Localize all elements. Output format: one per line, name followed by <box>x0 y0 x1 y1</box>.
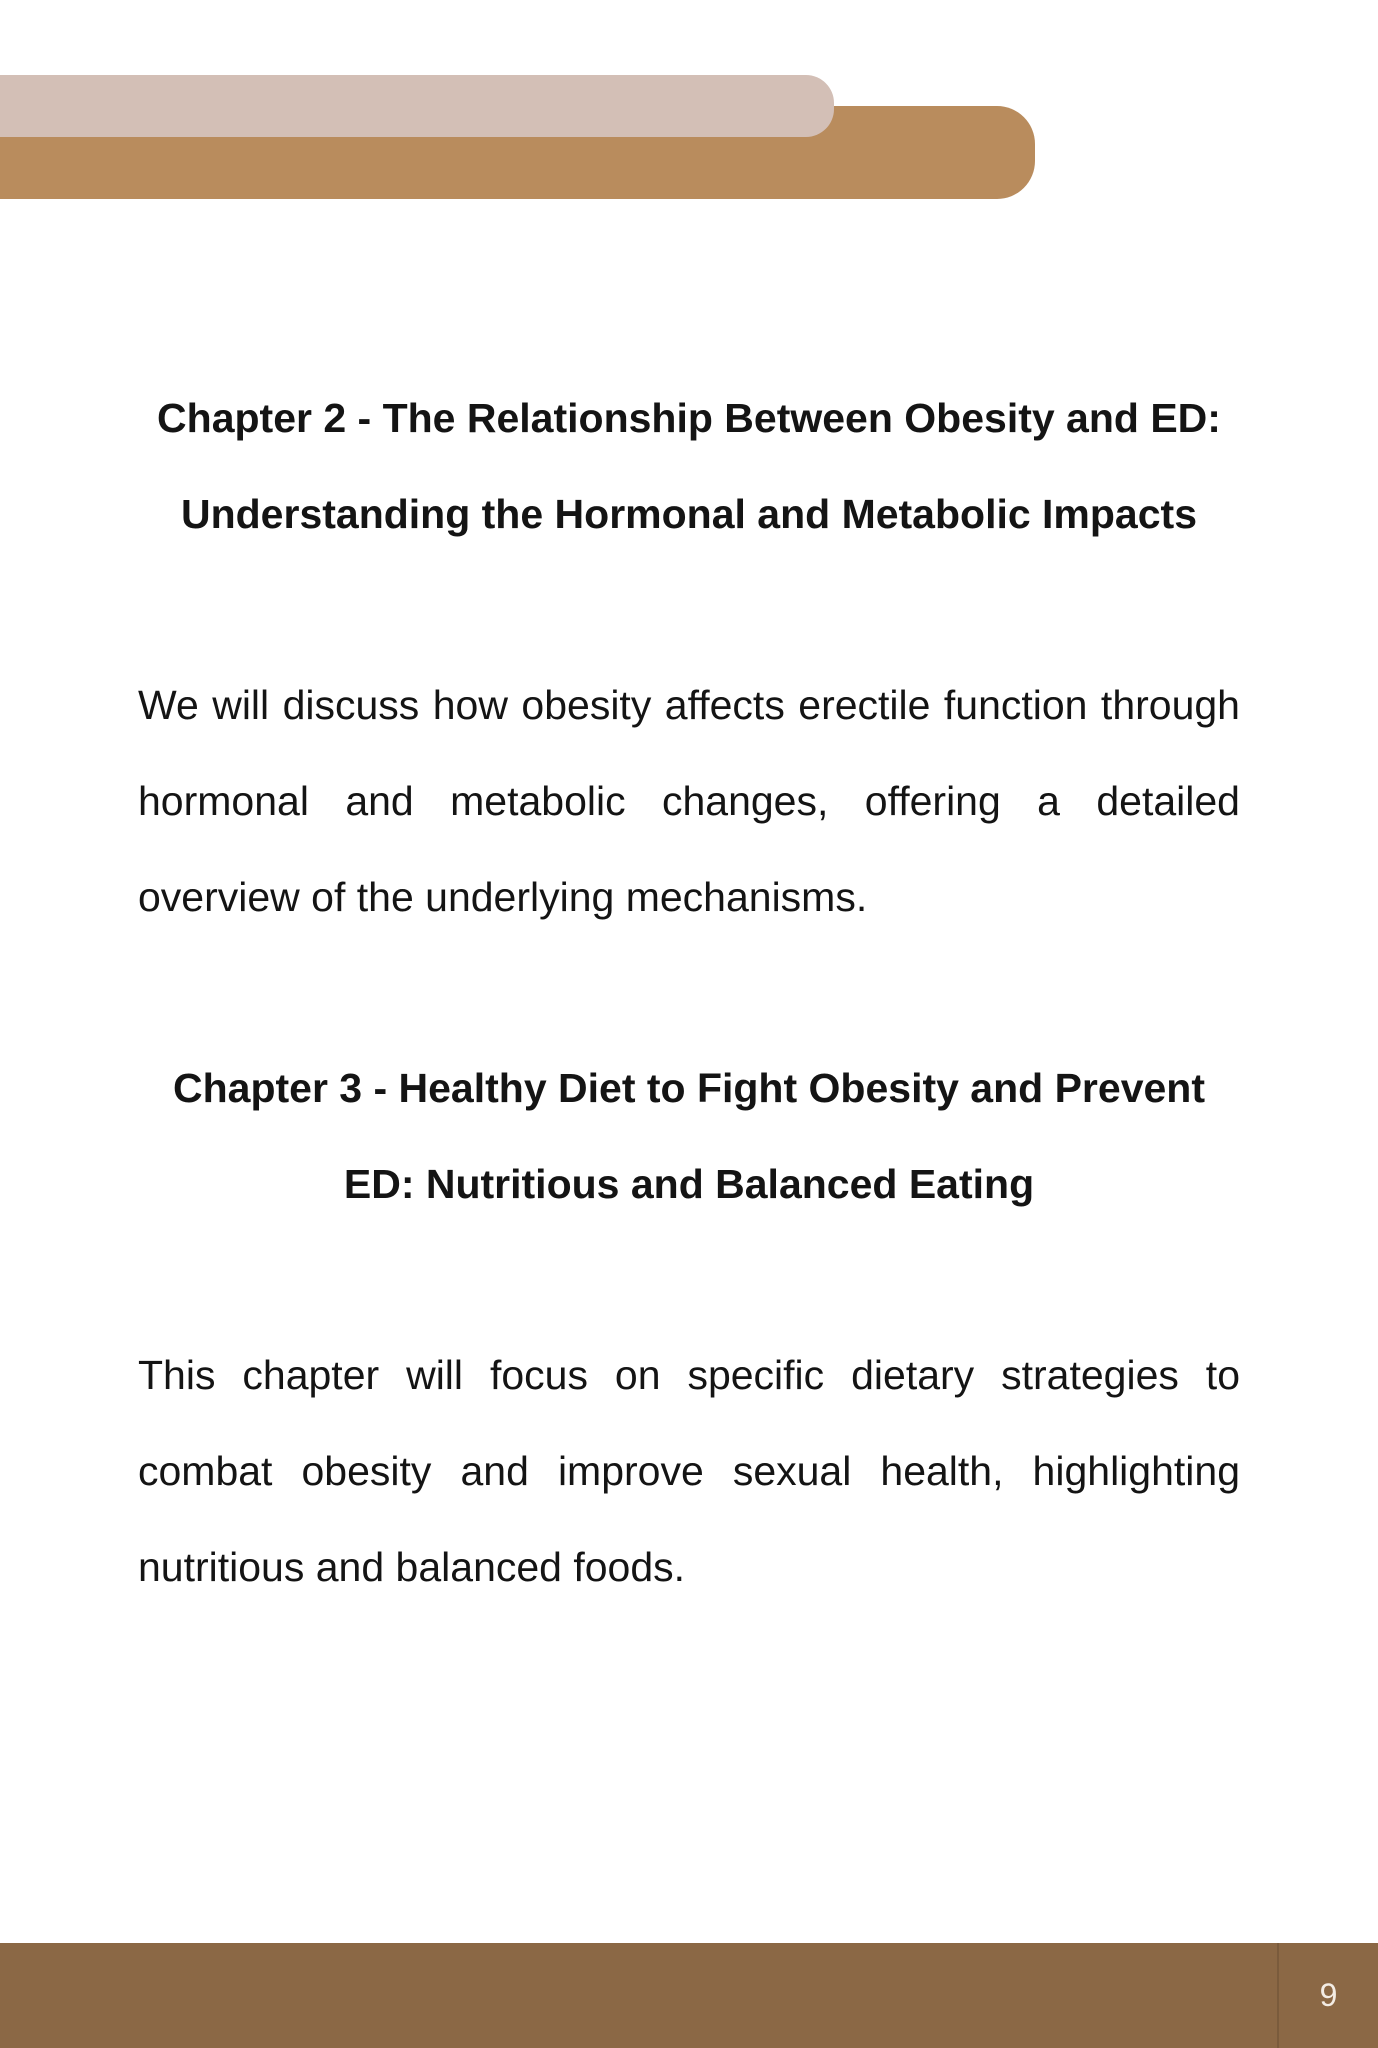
chapter-3-title: Chapter 3 - Healthy Diet to Fight Obesity and Prevent ED: Nutritious and Balanced Eating <box>172 1065 1205 1207</box>
page-number: 9 <box>1319 1977 1338 2013</box>
page-content <box>138 370 1240 1615</box>
chapter-2-summary: We will discuss how obesity affects erectile function through hormonal and metabolic changes, offering a detailed overview of the underlying mechanisms. <box>138 682 1240 920</box>
header-decor-bar-light <box>0 75 834 137</box>
chapter-2-title: Chapter 2 - The Relationship Between Obesity and ED: Understanding the Hormonal and Metabolic Impacts <box>157 395 1221 537</box>
footer-bar <box>0 1943 1378 2048</box>
chapter-3-summary: This chapter will focus on specific dietary strategies to combat obesity and improve sexual health, highlighting nutritious and balanced foods. <box>138 1352 1240 1590</box>
